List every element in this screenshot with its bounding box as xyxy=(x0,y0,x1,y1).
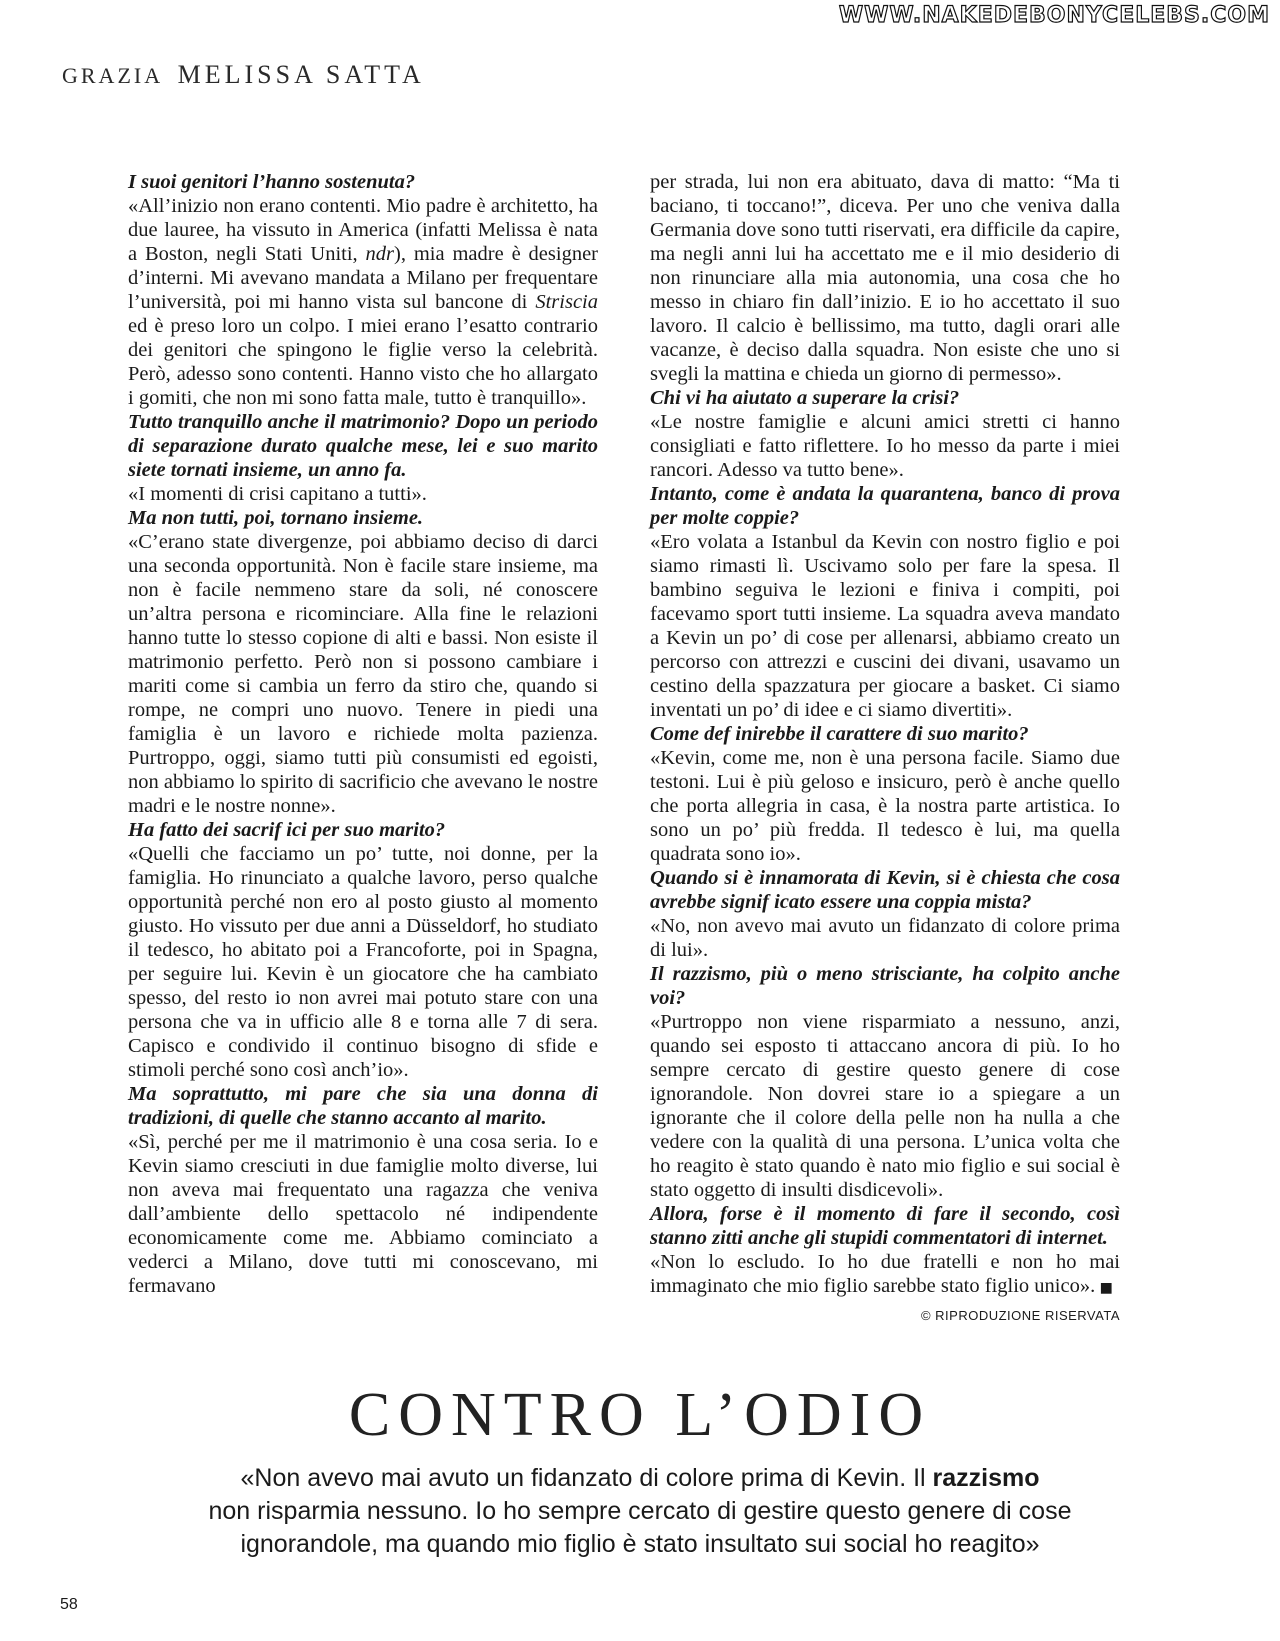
interview-question xyxy=(650,722,1120,746)
text-run: «Ero volata a Istanbul da Kevin con nostro figlio e poi siamo rimasti lì. Uscivamo solo per fare la spesa. Il bambino seguiva le lezioni e finiva i compiti, poi facevamo sport tutti insieme. La squadra aveva mandato a Kevin un po’ di cose per allenarsi, abbiamo creato un percorso con attrezzi e cuscini dei divani, usavamo un cestino della spazzatura per giocare a basket. Ci siamo inventati un po’ di idee e ci siamo divertiti». xyxy=(650,531,1120,721)
text-run: «Non lo escludo. Io ho due fratelli e non ho mai immaginato che mio figlio sarebbe stato figlio unico». xyxy=(650,1251,1120,1297)
interview-answer xyxy=(650,1010,1120,1202)
text-run: Quando si è innamorata di Kevin, si è chiesta che cosa avrebbe signif icato essere una coppia mista? xyxy=(650,867,1120,913)
text-run: «Le nostre famiglie e alcuni amici stretti ci hanno consigliati e fatto riflettere. Io ho messo da parte i miei rancori. Adesso va tutto bene». xyxy=(650,411,1120,481)
interview-answer xyxy=(128,842,598,1082)
text-run: «C’erano state divergenze, poi abbiamo deciso di darci una seconda opportunità. Non è facile stare insieme, ma non è facile nemmeno stare da soli, né conoscere un’altra persona e ricominciare. Alla fine le relazioni hanno tutte lo stesso copione di alti e bassi. Non esiste il matrimonio perfetto. Però non si possono cambiare i mariti come si cambia un ferro da stiro che, quando si rompe, ne compri uno nuovo. Tenere in piedi una famiglia è un lavoro e richiede molta pazienza. Purtroppo, oggi, siamo tutti più consumisti ed egoisti, non abbiamo lo spirito di sacrificio che avevano le nostre madri e le nostre nonne». xyxy=(128,531,598,817)
text-run: «I momenti di crisi capitano a tutti». xyxy=(128,483,427,505)
text-run: Ha fatto dei sacrif ici per suo marito? xyxy=(128,819,446,841)
interview-question xyxy=(650,386,1120,410)
interview-question xyxy=(128,1082,598,1130)
text-run: Come def inirebbe il carattere di suo marito? xyxy=(650,723,1029,745)
interview-answer xyxy=(650,746,1120,866)
interview-question xyxy=(650,482,1120,530)
pull-quote-line: non risparmia nessuno. Io ho sempre cercato di gestire questo genere di cose xyxy=(208,1497,1072,1525)
interview-answer xyxy=(650,914,1120,962)
text-run: ed è preso loro un colpo. I miei erano l’esatto contrario dei genitori che spingono le figlie verso la celebrità. Però, adesso sono contenti. Hanno visto che ho allargato i gomiti, che non mi sono fatta male, tutto è tranquillo». xyxy=(128,315,598,409)
magazine-header xyxy=(62,60,425,90)
interview-answer xyxy=(128,194,598,410)
text-run: Tutto tranquillo anche il matrimonio? Dopo un periodo di separazione durato qualche mese, lei e suo marito siete tornati insieme, un anno fa. xyxy=(128,411,598,481)
text-run: «Purtroppo non viene risparmiato a nessuno, anzi, quando sei esposto ti attaccano ancora di più. Io ho sempre cercato di gestire questo genere di cose ignorandole. Non dovrei stare io a spiegare a un ignorante che il colore della pelle non ha nulla a che vedere con la qualità di una persona. L’unica volta che ho reagito è stato quando è nato mio figlio e sui social è stato oggetto di insulti disdicevoli». xyxy=(650,1011,1120,1201)
interview-question xyxy=(128,506,598,530)
text-run: ), mia madre è designer d’interni. Mi avevano mandata a Milano per frequentare l’università, poi mi hanno vista sul bancone di xyxy=(128,243,598,313)
end-of-article-mark: ■ xyxy=(1095,1280,1113,1296)
italic-term: ndr xyxy=(365,243,395,265)
text-run: Allora, forse è il momento di fare il secondo, così stanno zitti anche gli stupidi commentatori di internet. xyxy=(650,1203,1120,1249)
watermark: WWW.NAKEDEBONYCELEBS.COM xyxy=(838,3,1270,28)
interview-question xyxy=(128,170,598,194)
text-run: I suoi genitori l’hanno sostenuta? xyxy=(128,171,416,193)
text-run: per strada, lui non era abituato, dava di matto: “Ma ti baciano, ti toccano!”, diceva. Per uno che veniva dalla Germania dove sono tutti riservati, era difficile da capire, ma negli anni lui ha accettato me e il mio desiderio di non rinunciare alla mia autonomia, una cosa che ho messo in chiaro fin dall’inizio. E io ho accettato il suo lavoro. Il calcio è bellissimo, ma tutto, dagli orari alle vacanze, è deciso dalla squadra. Non esiste che uno si svegli la mattina e chieda un giorno di permesso». xyxy=(650,171,1120,385)
interview-answer xyxy=(650,1250,1120,1300)
interview-answer xyxy=(128,1130,598,1298)
magazine-brand: GRAZIA xyxy=(62,63,164,88)
pull-quote-line: ignorandole, ma quando mio figlio è stato insultato sui social ho reagito» xyxy=(240,1530,1040,1558)
page-number: 58 xyxy=(60,1596,78,1613)
text-run: Intanto, come è andata la quarantena, banco di prova per molte coppie? xyxy=(650,483,1120,529)
text-run: Ma non tutti, poi, tornano insieme. xyxy=(128,507,424,529)
text-run: Ma soprattutto, mi pare che sia una donna di tradizioni, di quelle che stanno accanto al marito. xyxy=(128,1083,598,1129)
text-run: «Sì, perché per me il matrimonio è una cosa seria. Io e Kevin siamo cresciuti in due famiglie molto diverse, lui non aveva mai frequentato una ragazza che veniva dall’ambiente dello spettacolo né indipendente economicamente come me. Abbiamo cominciato a vederci a Milano, dove tutti mi conoscevano, mi fermavano xyxy=(128,1131,598,1297)
interview-answer xyxy=(650,170,1120,386)
interview-question xyxy=(650,962,1120,1010)
interview-answer xyxy=(650,410,1120,482)
text-run: «No, non avevo mai avuto un fidanzato di colore prima di lui». xyxy=(650,915,1120,961)
interview-answer xyxy=(650,530,1120,722)
pull-quote-line: «Non avevo mai avuto un fidanzato di colore prima di Kevin. Il razzismo xyxy=(240,1464,1040,1492)
text-run: Il razzismo, più o meno strisciante, ha colpito anche voi? xyxy=(650,963,1120,1009)
left-text-column xyxy=(128,170,598,1298)
interview-question xyxy=(128,410,598,482)
interview-answer xyxy=(128,530,598,818)
text-run: Chi vi ha aiutato a superare la crisi? xyxy=(650,387,960,409)
text-run: «Kevin, come me, non è una persona facile. Siamo due testoni. Lui è più geloso e insicuro, però è anche quello che porta allegria in casa, è la nostra parte artistica. Io sono un po’ più fredda. Il tedesco è lui, ma quella quadrata sono io». xyxy=(650,747,1120,865)
interview-question xyxy=(650,866,1120,914)
copyright-notice: © RIPRODUZIONE RISERVATA xyxy=(920,1308,1120,1323)
article-subject: MELISSA SATTA xyxy=(177,60,425,89)
italic-term: Striscia xyxy=(535,291,598,313)
text-run: «Quelli che facciamo un po’ tutte, noi donne, per la famiglia. Ho rinunciato a qualche lavoro, perso qualche opportunità perché non ero al posto giusto al momento giusto. Ho vissuto per due anni a Düsseldorf, ho studiato il tedesco, ho abitato poi a Francoforte, poi in Spagna, per seguire lui. Kevin è un giocatore che ha cambiato spesso, del resto io non avrei mai potuto stare con una persona che va in ufficio alle 8 e torna alle 7 di sera. Capisco e condivido il continuo bisogno di sfide e stimoli perché sono così anch’io». xyxy=(128,843,598,1081)
text-run: «All’inizio non erano contenti. Mio padre è architetto, ha due lauree, ha vissuto in America (infatti Melissa è nata a Boston, negli Stati Uniti, xyxy=(128,195,598,265)
pull-quote xyxy=(0,1462,1280,1561)
right-text-column xyxy=(650,170,1120,1328)
interview-answer xyxy=(128,482,598,506)
interview-question xyxy=(650,1202,1120,1250)
interview-question xyxy=(128,818,598,842)
section-headline: CONTRO L’ODIO xyxy=(348,1381,932,1449)
